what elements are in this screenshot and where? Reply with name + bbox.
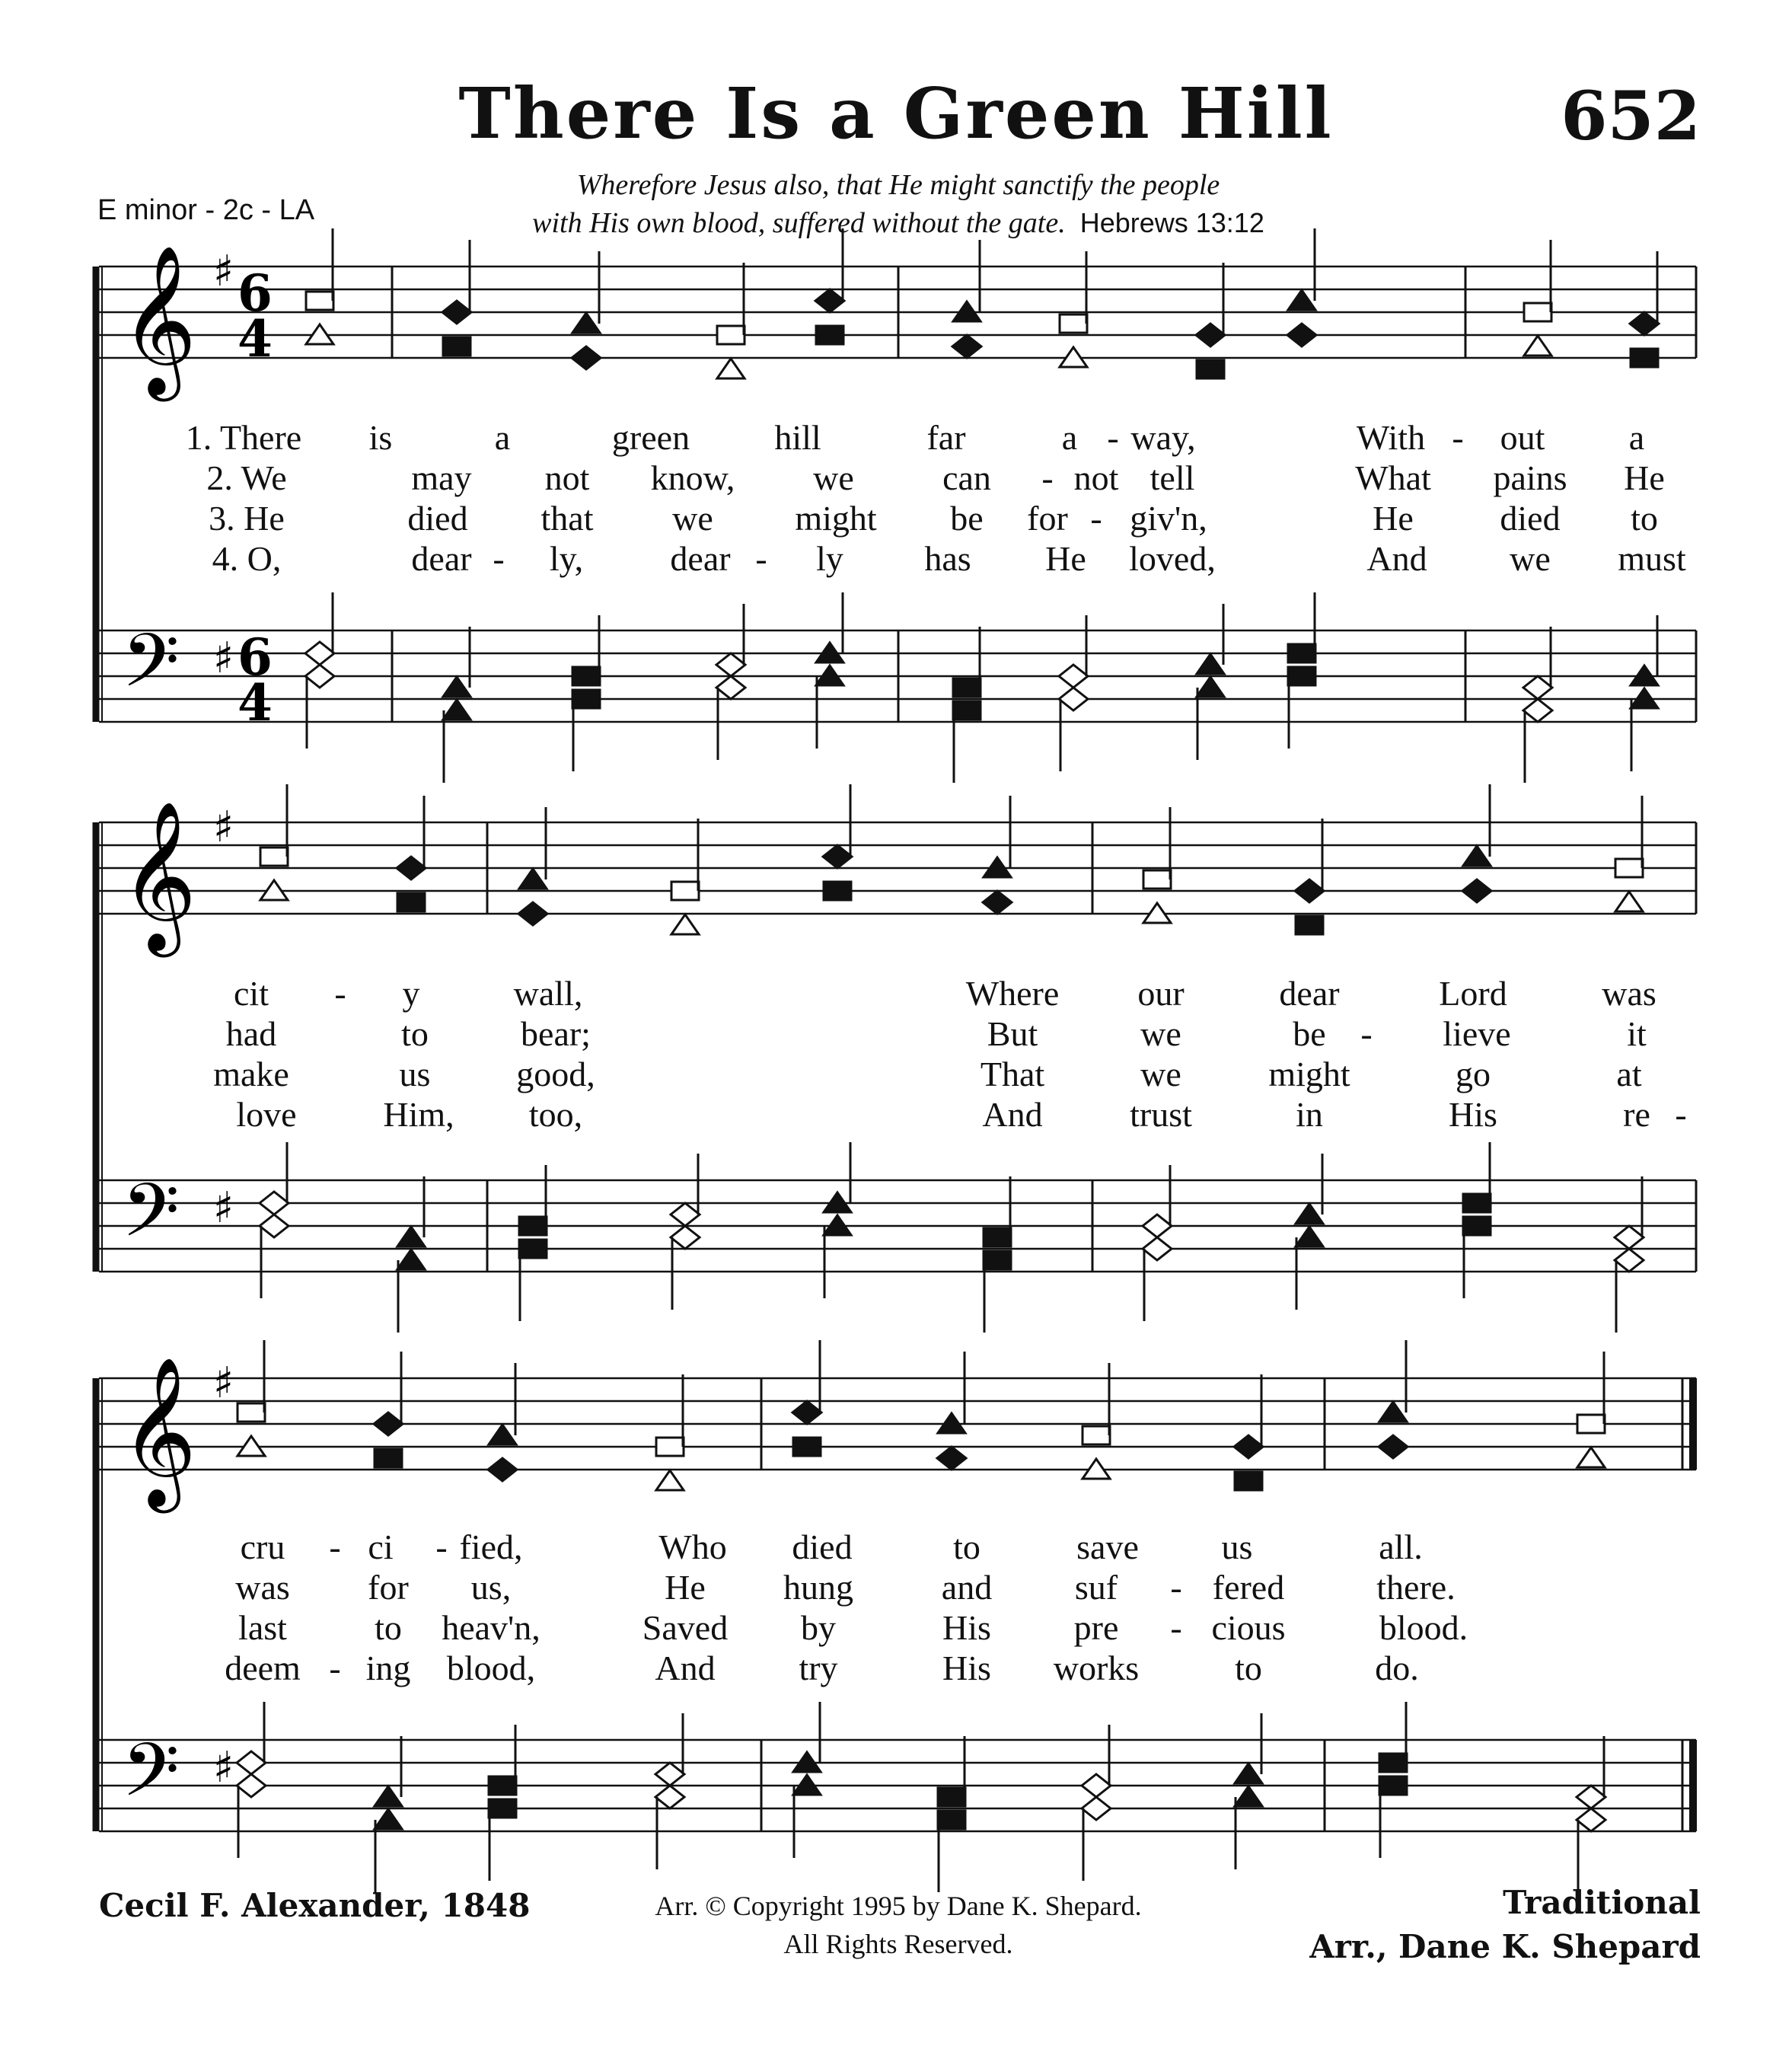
lyric-syllable: know,	[650, 458, 735, 497]
lyric-syllable: a	[494, 418, 511, 457]
lyric-syllable: make	[213, 1055, 289, 1093]
lyric-syllable: giv'n,	[1130, 499, 1207, 538]
lyric-syllable: all.	[1379, 1527, 1423, 1566]
lyric-syllable: dear	[1279, 974, 1340, 1013]
hymn-number: 652	[1561, 76, 1701, 155]
lyric-syllable: -	[1170, 1608, 1182, 1647]
lyric-syllable: to	[953, 1527, 980, 1566]
lyric-syllable: tell	[1149, 458, 1195, 497]
lyric-syllable: died	[792, 1527, 853, 1566]
note-head	[1288, 644, 1315, 662]
treble-clef-icon: 𝄞	[120, 244, 197, 395]
lyric-syllable: be	[1293, 1014, 1326, 1053]
lyric-syllable: trust	[1130, 1095, 1192, 1134]
note-head	[374, 1412, 403, 1435]
note-head	[671, 1203, 700, 1226]
note-head	[519, 869, 547, 889]
note-head	[1577, 1808, 1605, 1831]
time-signature-top: 6	[238, 263, 273, 323]
note-head	[655, 1786, 684, 1808]
lyric-syllable: -	[1170, 1568, 1182, 1607]
lyric-syllable: -	[1452, 418, 1464, 457]
note-head	[1631, 349, 1658, 367]
lyric-syllable: to	[375, 1608, 402, 1647]
note-head	[716, 676, 745, 699]
note-head	[397, 1227, 425, 1246]
lyric-syllable: died	[407, 499, 468, 538]
key-signature-sharp-icon: ♯	[213, 1743, 234, 1792]
lyric-syllable: suf	[1074, 1568, 1118, 1607]
note-head	[1379, 1402, 1407, 1422]
note-head	[260, 847, 288, 866]
lyric-syllable: He	[665, 1568, 706, 1607]
lyric-syllable: can	[942, 458, 991, 497]
lyric-syllable: last	[238, 1608, 287, 1647]
note-head	[1082, 1797, 1111, 1820]
note-head	[937, 1447, 966, 1470]
note-head	[375, 1809, 402, 1829]
note-head	[671, 914, 699, 934]
lyric-syllable: fied,	[459, 1527, 523, 1566]
note-head	[1197, 360, 1224, 378]
note-head	[1615, 1226, 1644, 1249]
lyric-syllable: -	[329, 1649, 341, 1687]
lyric-syllable: out	[1500, 418, 1545, 457]
note-head	[489, 1776, 516, 1795]
note-head	[1379, 1435, 1408, 1458]
note-head	[671, 1226, 700, 1249]
lyric-syllable: in	[1296, 1095, 1323, 1134]
note-head	[938, 1788, 965, 1806]
lyric-syllable: blood,	[446, 1649, 536, 1687]
lyric-syllable: is	[368, 418, 393, 457]
note-head	[1463, 846, 1491, 866]
copyright-line-1: Arr. © Copyright 1995 by Dane K. Shepard.	[655, 1891, 1142, 1921]
lyric-syllable: us,	[470, 1568, 512, 1607]
note-head	[489, 1799, 516, 1818]
note-head	[1523, 676, 1552, 699]
note-head	[375, 1449, 402, 1467]
note-head	[518, 902, 547, 925]
lyric-syllable: 3. He	[209, 499, 285, 538]
lyric-syllable: we	[1140, 1055, 1181, 1093]
lyric-syllable: blood.	[1379, 1608, 1468, 1647]
lyric-syllable: cru	[240, 1527, 285, 1566]
lyric-syllable: hill	[774, 418, 821, 457]
note-head	[1523, 699, 1552, 722]
note-head	[397, 1250, 425, 1269]
note-head	[1197, 677, 1224, 697]
note-head	[1524, 336, 1551, 356]
lyric-syllable: What	[1355, 458, 1431, 497]
note-head	[305, 665, 334, 688]
lyric-syllable: y	[402, 974, 420, 1013]
lyric-syllable: be	[950, 499, 984, 538]
lyric-syllable: -	[493, 539, 505, 578]
key-signature-sharp-icon: ♯	[213, 1183, 234, 1233]
lyric-syllable: -	[435, 1527, 448, 1566]
lyric-syllable: -	[1041, 458, 1054, 497]
bass-clef-icon: 𝄢	[122, 1726, 180, 1831]
lyric-syllable: that	[540, 499, 594, 538]
note-head	[237, 1751, 266, 1774]
note-head	[306, 292, 333, 310]
note-head	[938, 1811, 965, 1829]
lyric-syllable: love	[236, 1095, 297, 1134]
note-head	[1296, 1227, 1323, 1246]
lyric-syllable: save	[1076, 1527, 1139, 1566]
lyric-syllable: That	[980, 1055, 1045, 1093]
lyric-syllable: Him,	[383, 1095, 454, 1134]
lyric-syllable: good,	[516, 1055, 595, 1093]
lyric-syllable: -	[1360, 1014, 1373, 1053]
lyric-syllable: died	[1500, 499, 1561, 538]
lyric-syllable: ci	[368, 1527, 394, 1566]
note-head	[1060, 314, 1087, 333]
key-signature-sharp-icon: ♯	[213, 634, 234, 683]
lyric-syllable: 4. O,	[212, 539, 282, 578]
lyric-syllable: way,	[1130, 418, 1196, 457]
lyric-syllable: try	[799, 1649, 838, 1687]
note-head	[1296, 916, 1323, 934]
lyric-syllable: wall,	[513, 974, 583, 1013]
note-head	[823, 845, 852, 868]
scripture-line-2: with His own blood, suffered without the gate.	[532, 207, 1066, 239]
lyric-syllable: might	[795, 499, 877, 538]
note-head	[1630, 312, 1659, 335]
lyric-syllable: cit	[234, 974, 269, 1013]
time-signature-bottom: 4	[238, 673, 273, 733]
note-head	[656, 1470, 684, 1490]
note-head	[572, 346, 601, 369]
bass-clef-icon: 𝄢	[122, 1167, 180, 1272]
lyric-syllable: And	[982, 1095, 1043, 1134]
lyric-syllable: go	[1456, 1055, 1491, 1093]
note-head	[1143, 1215, 1172, 1237]
lyric-syllable: we	[813, 458, 854, 497]
lyric-syllable: His	[1449, 1095, 1497, 1134]
note-head	[1615, 892, 1643, 911]
lyric-syllable: Lord	[1439, 974, 1507, 1013]
lyric-syllable: not	[544, 458, 590, 497]
lyric-syllable: 1. There	[185, 418, 302, 457]
lyric-syllable: to	[401, 1014, 429, 1053]
note-head	[572, 667, 600, 685]
lyric-syllable: -	[329, 1527, 341, 1566]
note-head	[443, 677, 470, 697]
treble-clef-icon: 𝄞	[120, 1356, 197, 1507]
note-head	[717, 326, 745, 344]
note-head	[442, 301, 471, 324]
note-head	[519, 1240, 547, 1258]
lyric-syllable: our	[1137, 974, 1185, 1013]
note-head	[1143, 1237, 1172, 1260]
lyric-syllable: was	[1602, 974, 1656, 1013]
lyric-syllable: But	[987, 1014, 1038, 1053]
lyric-syllable: us	[1221, 1527, 1253, 1566]
copyright-notice	[594, 1887, 1203, 1963]
lyric-syllable: He	[1045, 539, 1086, 578]
note-head	[397, 857, 426, 879]
lyric-syllable: deem	[225, 1649, 301, 1687]
lyric-syllable: 2. We	[206, 458, 287, 497]
lyric-syllable: loved,	[1129, 539, 1216, 578]
lyric-syllable: it	[1627, 1014, 1647, 1053]
note-head	[1577, 1786, 1605, 1808]
treble-clef-icon: 𝄞	[120, 800, 197, 951]
copyright-line-2: All Rights Reserved.	[783, 1929, 1013, 1959]
note-head	[716, 653, 745, 676]
lyric-syllable: not	[1073, 458, 1119, 497]
lyric-syllable: -	[755, 539, 767, 578]
key-signature-sharp-icon: ♯	[213, 803, 234, 852]
note-head	[793, 1438, 821, 1456]
lyric-syllable: ing	[365, 1649, 411, 1687]
lyric-syllable: we	[1510, 539, 1551, 578]
lyric-syllable: pains	[1493, 458, 1567, 497]
key-info: E minor - 2c - LA	[97, 194, 315, 226]
lyric-syllable: re	[1623, 1095, 1650, 1134]
lyric-syllable: fered	[1212, 1568, 1285, 1607]
lyric-syllable: by	[801, 1608, 836, 1647]
composer-credit	[1309, 1881, 1701, 1969]
note-head	[984, 1228, 1011, 1246]
note-head	[1288, 667, 1315, 685]
note-head	[443, 337, 470, 356]
bass-clef-icon: 𝄢	[122, 617, 180, 722]
lyric-syllable: hung	[783, 1568, 853, 1607]
lyric-syllable: works	[1053, 1649, 1140, 1687]
lyric-syllable: With	[1356, 418, 1426, 457]
note-head	[824, 882, 851, 900]
note-head	[260, 1215, 289, 1237]
lyric-syllable: we	[1140, 1014, 1181, 1053]
lyric-syllable: -	[334, 974, 346, 1013]
key-signature-sharp-icon: ♯	[213, 247, 234, 296]
note-head	[572, 313, 600, 333]
note-head	[572, 690, 600, 708]
lyric-syllable: -	[1090, 499, 1102, 538]
note-head	[519, 1217, 547, 1235]
lyric-syllable: and	[941, 1568, 993, 1607]
lyric-syllable: for	[368, 1568, 409, 1607]
note-head	[1082, 1774, 1111, 1797]
composer-line-1: Traditional	[1503, 1884, 1701, 1921]
note-head	[1059, 688, 1088, 710]
note-head	[305, 642, 334, 665]
author-credit: Cecil F. Alexander, 1848	[99, 1887, 531, 1924]
note-head	[1059, 665, 1088, 688]
note-head	[1083, 1426, 1110, 1444]
note-head	[375, 1786, 402, 1806]
note-head	[1524, 303, 1551, 321]
note-head	[1463, 1217, 1491, 1235]
lyric-syllable: dear	[411, 539, 472, 578]
lyric-syllable: too,	[528, 1095, 583, 1134]
lyric-syllable: bear;	[521, 1014, 591, 1053]
lyric-syllable: dear	[670, 539, 731, 578]
lyric-syllable: His	[942, 1649, 991, 1687]
note-head	[238, 1403, 265, 1422]
note-head	[984, 1251, 1011, 1269]
lyric-syllable: has	[924, 539, 971, 578]
note-head	[815, 289, 844, 312]
time-signature-bottom: 4	[238, 309, 273, 369]
lyric-syllable: there.	[1376, 1568, 1456, 1607]
note-head	[671, 882, 699, 900]
note-head	[1235, 1472, 1262, 1490]
note-head	[656, 1438, 684, 1456]
scripture-line-1: Wherefore Jesus also, that He might sanctify the people	[576, 169, 1220, 201]
lyric-syllable: -	[1107, 418, 1119, 457]
note-head	[260, 1192, 289, 1215]
note-head	[1296, 1204, 1323, 1224]
note-head	[1615, 1249, 1644, 1272]
time-signature-top: 6	[238, 627, 273, 687]
lyric-syllable: us	[399, 1055, 431, 1093]
lyric-syllable: Where	[965, 974, 1060, 1013]
lyric-syllable: a	[1628, 418, 1645, 457]
lyric-syllable: lieve	[1443, 1014, 1511, 1053]
hymn-title: There Is a Green Hill	[458, 72, 1334, 155]
note-head	[1577, 1448, 1605, 1467]
note-head	[1379, 1776, 1407, 1795]
note-head	[655, 1763, 684, 1786]
note-head	[488, 1458, 517, 1481]
note-head	[1196, 324, 1225, 346]
lyric-syllable: green	[611, 418, 690, 457]
lyric-syllable: cious	[1211, 1608, 1286, 1647]
note-head	[1462, 879, 1491, 902]
lyric-syllable: Saved	[642, 1608, 729, 1647]
note-head	[1235, 1764, 1262, 1783]
lyric-syllable: might	[1268, 1055, 1350, 1093]
lyric-syllable: for	[1027, 499, 1068, 538]
lyric-syllable: do.	[1375, 1649, 1419, 1687]
note-head	[1379, 1754, 1407, 1772]
note-head	[1463, 1194, 1491, 1212]
note-head	[1197, 654, 1224, 674]
lyric-syllable: must	[1618, 539, 1686, 578]
lyric-syllable: had	[225, 1014, 277, 1053]
lyric-syllable: He	[1373, 499, 1414, 538]
note-head	[983, 891, 1012, 914]
note-head	[792, 1401, 821, 1424]
note-head	[953, 701, 980, 720]
note-head	[1577, 1415, 1605, 1433]
lyric-syllable: ly,	[549, 539, 584, 578]
lyric-syllable: to	[1235, 1649, 1262, 1687]
note-head	[1234, 1435, 1263, 1458]
note-head	[1235, 1786, 1262, 1806]
lyric-syllable: -	[1675, 1095, 1687, 1134]
lyric-syllable: He	[1624, 458, 1665, 497]
note-head	[1287, 324, 1316, 346]
scripture-reference: Hebrews 13:12	[1079, 207, 1264, 238]
note-head	[397, 893, 425, 911]
key-signature-sharp-icon: ♯	[213, 1358, 234, 1408]
note-head	[1615, 859, 1643, 877]
lyric-syllable: was	[235, 1568, 290, 1607]
lyric-syllable: we	[672, 499, 713, 538]
note-head	[717, 359, 745, 378]
lyric-syllable: a	[1061, 418, 1078, 457]
lyric-syllable: to	[1631, 499, 1658, 538]
note-head	[237, 1774, 266, 1797]
lyric-syllable: pre	[1073, 1608, 1119, 1647]
lyric-syllable: His	[942, 1608, 991, 1647]
note-head	[953, 678, 980, 697]
lyric-syllable: And	[655, 1649, 716, 1687]
note-head	[1288, 290, 1315, 310]
composer-line-2: Arr., Dane K. Shepard	[1309, 1928, 1701, 1965]
lyric-syllable: at	[1616, 1055, 1642, 1093]
lyric-syllable: far	[926, 418, 966, 457]
note-head	[489, 1425, 516, 1444]
lyric-syllable: Who	[658, 1527, 727, 1566]
note-head	[443, 700, 470, 720]
note-head	[1143, 870, 1171, 889]
lyric-syllable: heav'n,	[442, 1608, 540, 1647]
lyric-syllable: may	[411, 458, 472, 497]
note-head	[1295, 879, 1324, 902]
note-head	[816, 326, 843, 344]
note-head	[952, 335, 981, 358]
lyric-syllable: And	[1366, 539, 1427, 578]
lyric-syllable: ly	[816, 539, 843, 578]
